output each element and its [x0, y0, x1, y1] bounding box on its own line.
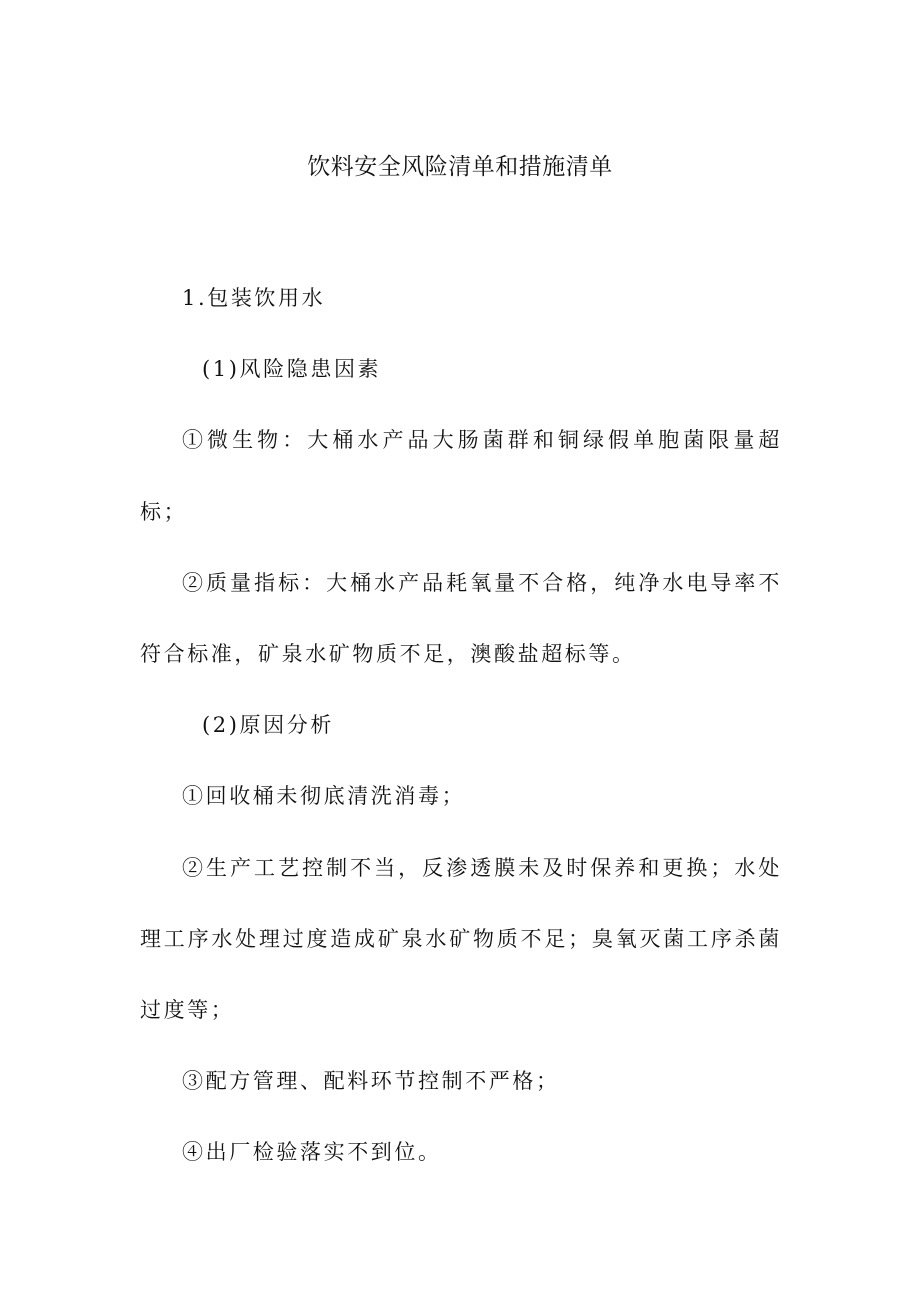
cause-item: ③配方管理、配料环节控制不严格； — [182, 1069, 560, 1094]
subsection-heading-risk-factors: (1)风险隐患因素 — [202, 357, 382, 382]
document-body — [140, 263, 782, 1189]
page-title: 饮料安全风险清单和措施清单 — [307, 154, 613, 180]
cause-item: ②生产工艺控制不当，反渗透膜未及时保养和更换；水处理工序水处理过度造成矿泉水矿物质不足；臭氧灭菌工序杀菌过度等； — [140, 855, 782, 1023]
risk-factor-item: ②质量指标：大桶水产品耗氧量不合格，纯净水电导率不符合标准，矿泉水矿物质不足，澳酸盐超标等。 — [140, 570, 782, 667]
section-heading: 1.包装饮用水 — [182, 286, 326, 310]
cause-item: ①回收桶未彻底清洗消毒； — [182, 784, 466, 809]
risk-factor-item: ①微生物：大桶水产品大肠菌群和铜绿假单胞菌限量超标； — [140, 428, 782, 524]
subsection-heading-cause-analysis: (2)原因分析 — [202, 713, 334, 738]
cause-item: ④出厂检验落实不到位。 — [182, 1140, 442, 1165]
